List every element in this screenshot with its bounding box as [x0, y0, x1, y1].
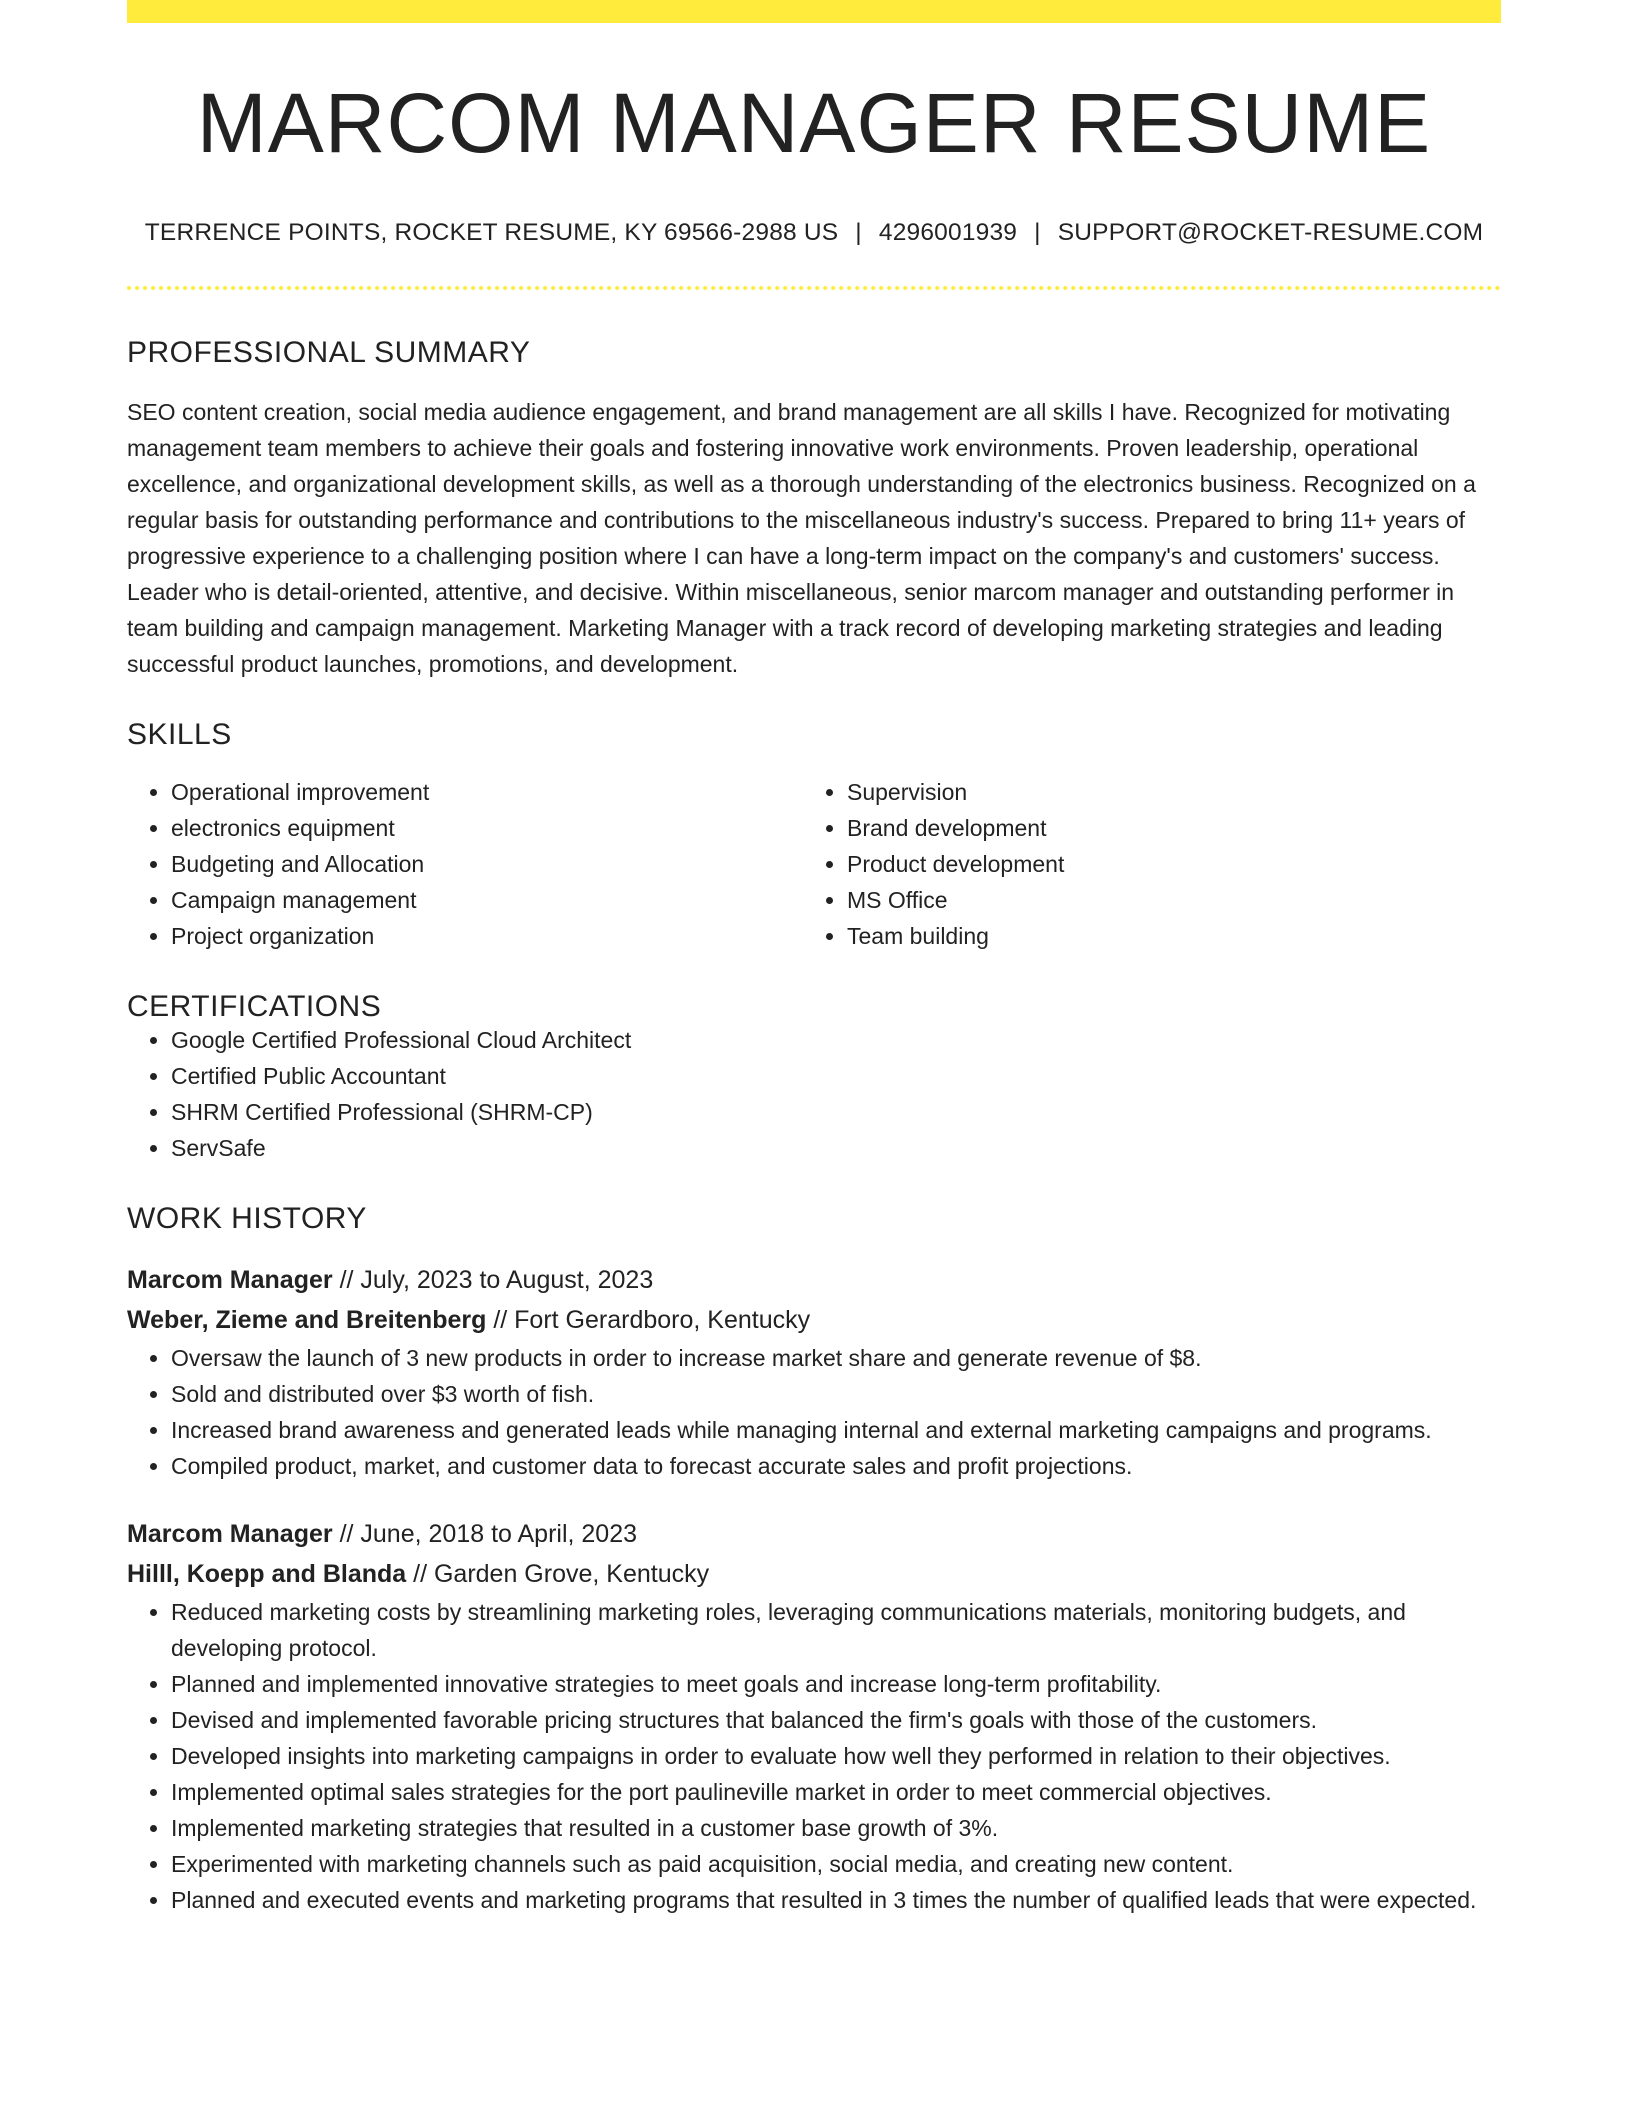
skills-columns [127, 774, 1501, 954]
job-bullet-list [127, 1340, 1501, 1484]
summary-heading: PROFESSIONAL SUMMARY [127, 335, 531, 369]
skills-list-left [127, 774, 803, 954]
resume-page [127, 0, 1501, 1918]
job-bullet: • Implemented marketing strategies that resulted in a customer base growth of 3%. [171, 1810, 1501, 1846]
summary-text: SEO content creation, social media audience engagement, and brand management are all skills I have. Recognized for motivating management team members to achieve their goals and fostering innovative work environments. Proven leadership, operational excellence, and organizational development skills, as well as a thorough understanding of the electronics business. Recognized on a regular basis for outstanding performance and contributions to the miscellaneous industry's success. Prepared to bring 11+ years of progressive experience to a challenging position where I can have a long-term impact on the company's and customers' success. Leader who is detail-oriented, attentive, and decisive. Within miscellaneous, senior marcom manager and outstanding performer in team building and campaign management. Marketing Manager with a track record of developing marketing strategies and leading successful product launches, promotions, and development. [127, 398, 1476, 677]
skill-item: • MS Office [847, 882, 1479, 918]
contact-phone: 4296001939 [878, 219, 1018, 246]
job-bullet: • Oversaw the launch of 3 new products in order to increase market share and generate revenue of $8. [171, 1340, 1501, 1376]
job-company-line [127, 1554, 1501, 1594]
skills-list-right [803, 774, 1479, 954]
job-bullet: • Planned and executed events and marketing programs that resulted in 3 times the number of qualified leads that were expected. [171, 1882, 1501, 1918]
skill-item: • Budgeting and Allocation [171, 846, 803, 882]
contact-separator: | [1034, 219, 1041, 246]
work-history-heading: WORK HISTORY [127, 1201, 367, 1235]
job-bullet: • Devised and implemented favorable pricing structures that balanced the firm's goals with those of the customers. [171, 1702, 1501, 1738]
job-entry [127, 1260, 1501, 1484]
job-company: Weber, Zieme and Breitenberg [127, 1305, 487, 1334]
job-dates: // June, 2018 to April, 2023 [332, 1519, 638, 1548]
certification-item: • SHRM Certified Professional (SHRM-CP) [171, 1094, 1501, 1130]
job-dates: // July, 2023 to August, 2023 [332, 1265, 654, 1294]
job-location: // Fort Gerardboro, Kentucky [486, 1305, 811, 1334]
job-company: Hilll, Koepp and Blanda [127, 1559, 407, 1588]
skill-item: • Team building [847, 918, 1479, 954]
top-accent-bar [127, 0, 1501, 23]
certification-item: • Certified Public Accountant [171, 1058, 1501, 1094]
skill-item: • Campaign management [171, 882, 803, 918]
resume-title: MARCOM MANAGER RESUME [196, 76, 1432, 170]
contact-email: SUPPORT@ROCKET-RESUME.COM [1057, 219, 1484, 246]
job-bullet: • Compiled product, market, and customer data to forecast accurate sales and profit projections. [171, 1448, 1501, 1484]
skill-item: • Supervision [847, 774, 1479, 810]
contact-separator: | [855, 219, 862, 246]
job-company-line [127, 1300, 1501, 1340]
job-role: Marcom Manager [127, 1519, 333, 1548]
certifications-list [127, 1022, 1501, 1166]
job-bullet-list [127, 1594, 1501, 1918]
job-bullet: • Sold and distributed over $3 worth of fish. [171, 1376, 1501, 1412]
dotted-divider [127, 286, 1501, 290]
job-bullet: • Increased brand awareness and generated leads while managing internal and external marketing campaigns and programs. [171, 1412, 1501, 1448]
certifications-heading: CERTIFICATIONS [127, 989, 382, 1023]
job-bullet: • Planned and implemented innovative strategies to meet goals and increase long-term profitability. [171, 1666, 1501, 1702]
skills-column-left [127, 774, 803, 954]
job-bullet: • Implemented optimal sales strategies for the port paulineville market in order to meet commercial objectives. [171, 1774, 1501, 1810]
job-bullet: • Developed insights into marketing campaigns in order to evaluate how well they performed in relation to their objectives. [171, 1738, 1501, 1774]
skill-item: • Project organization [171, 918, 803, 954]
contact-line [127, 221, 1501, 246]
job-role-line [127, 1260, 1501, 1300]
skill-item: • electronics equipment [171, 810, 803, 846]
job-entry [127, 1514, 1501, 1918]
skill-item: • Brand development [847, 810, 1479, 846]
contact-address: TERRENCE POINTS, ROCKET RESUME, KY 69566-2988 US [144, 219, 839, 246]
job-bullet: • Reduced marketing costs by streamlining marketing roles, leveraging communications materials, monitoring budgets, and developing protocol. [171, 1594, 1501, 1666]
certification-item: • ServSafe [171, 1130, 1501, 1166]
skill-item: • Product development [847, 846, 1479, 882]
job-role: Marcom Manager [127, 1265, 333, 1294]
skills-column-right [803, 774, 1479, 954]
skills-heading: SKILLS [127, 717, 232, 751]
job-role-line [127, 1514, 1501, 1554]
certification-item: • Google Certified Professional Cloud Architect [171, 1022, 1501, 1058]
job-location: // Garden Grove, Kentucky [406, 1559, 710, 1588]
skill-item: • Operational improvement [171, 774, 803, 810]
job-bullet: • Experimented with marketing channels such as paid acquisition, social media, and creating new content. [171, 1846, 1501, 1882]
